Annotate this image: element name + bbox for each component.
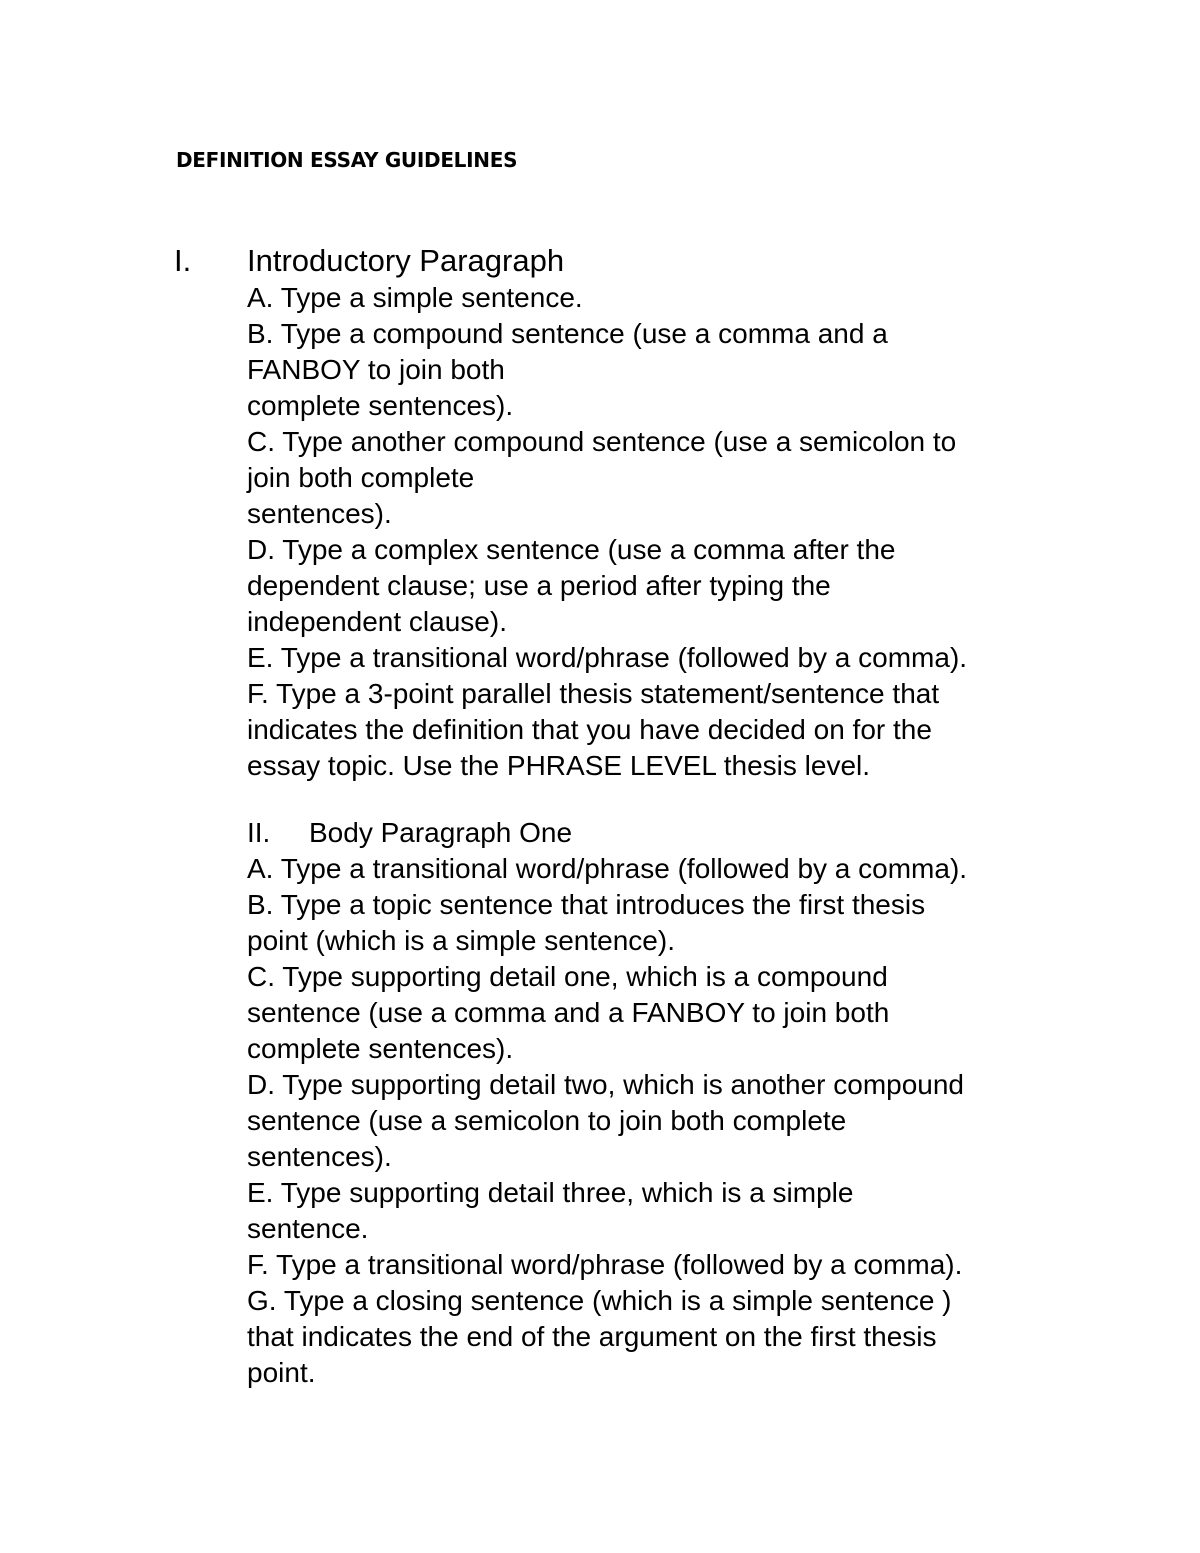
item-line: complete sentences). [247,390,514,421]
item-line: sentence (use a semicolon to join both complete [247,1105,847,1136]
item-line: C. Type another compound sentence (use a semicolon to [247,426,957,457]
item-line: sentence. [247,1213,369,1244]
section-numeral: I. [174,243,192,278]
item-line: complete sentences). [247,1033,514,1064]
item-line: indicates the definition that you have decided on for the [247,714,932,745]
section-heading: Introductory Paragraph [247,243,565,278]
item-line: F. Type a 3-point parallel thesis statement/sentence that [247,678,940,709]
item-line: E. Type supporting detail three, which is a simple [247,1177,854,1208]
item-line: F. Type a transitional word/phrase (followed by a comma). [247,1249,963,1280]
item-line: sentence (use a comma and a FANBOY to join both [247,997,890,1028]
item-line: point (which is a simple sentence). [247,925,675,956]
document-title: DEFINITION ESSAY GUIDELINES [176,148,518,172]
item-line: D. Type supporting detail two, which is another compound [247,1069,965,1100]
item-line: B. Type a compound sentence (use a comma and a [247,318,888,349]
item-line: independent clause). [247,606,507,637]
item-line: E. Type a transitional word/phrase (followed by a comma). [247,642,968,673]
section-items [247,851,967,1391]
item-line: dependent clause; use a period after typing the [247,570,831,601]
item-line: FANBOY to join both [247,354,505,385]
item-line: that indicates the end of the argument on the first thesis [247,1321,937,1352]
item-line: join both complete [247,462,475,493]
item-line: G. Type a closing sentence (which is a simple sentence ) [247,1285,952,1316]
item-line: A. Type a simple sentence. [247,282,583,313]
item-line: A. Type a transitional word/phrase (followed by a comma). [247,853,968,884]
item-line: sentences). [247,1141,392,1172]
section-items [247,280,967,784]
item-line: essay topic. Use the PHRASE LEVEL thesis level. [247,750,871,781]
item-line: sentences). [247,498,392,529]
section-numeral: II. [247,817,271,848]
section-heading-line [247,815,572,851]
item-line: C. Type supporting detail one, which is a compound [247,961,888,992]
item-line: B. Type a topic sentence that introduces the first thesis [247,889,926,920]
item-line: point. [247,1357,316,1388]
item-line: D. Type a complex sentence (use a comma after the [247,534,896,565]
section-heading: Body Paragraph One [309,817,573,848]
